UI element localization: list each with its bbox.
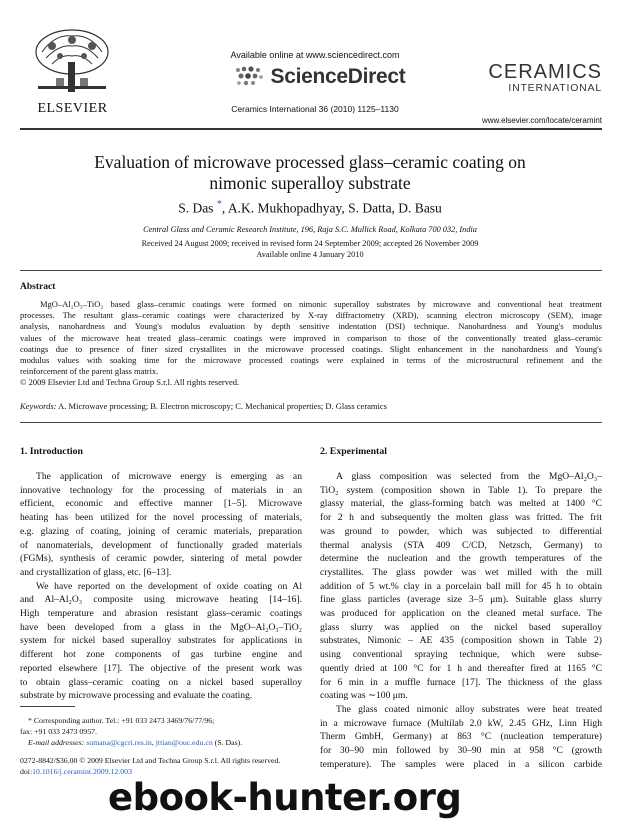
text-line: quently dried at 100 °C for 1 h and thereafter fired at 1165 °C (320, 662, 602, 674)
text-line: crystallites. The glass powder was wet milled with the mill (320, 566, 602, 578)
experimental-paragraph-2 (320, 703, 602, 772)
sciencedirect-logo (210, 62, 430, 92)
text-line: substrates, Nimonic – AE 435 (composition shown in Table 2) (320, 635, 602, 647)
text-line: MgO–Al₂O₃–TiO₂ based glass–ceramic coatings were formed on nimonic superalloy substrates by microwave and conventional heat treatment (40, 299, 602, 309)
text-line: modulus values with soaking time for the microwave processed coatings were explained in terms of the microstructural refinement and the (20, 355, 602, 366)
keywords (20, 401, 602, 411)
article-title (40, 152, 580, 194)
keywords-text: A. Microwave processing; B. Electron microscopy; C. Mechanical properties; D. Glass ceramics (56, 401, 387, 411)
text-line: addition of 5 wt.% clay in a porcelain ball mill for 45 h to obtain (320, 580, 602, 592)
available-online-date: Available online 4 January 2010 (256, 250, 364, 259)
doi-link[interactable]: 10.1016/j.ceramint.2009.12.003 (32, 766, 132, 776)
text-line: High temperature and abrasion resistant glass–ceramic coatings (20, 608, 302, 620)
text-line: processes. The resultant glass–ceramic coatings were characterized by X-ray diffractometry (XRD), scanning electron microscopy (SEM), image (20, 310, 602, 321)
journal-url[interactable]: www.elsevier.com/locate/ceramint (481, 116, 602, 125)
article-dates (40, 238, 580, 260)
text-line: was produced for application on the cleaned metal surface. The (320, 608, 602, 620)
author-list (40, 199, 580, 217)
text-line: for 6 min in a muffle furnace [17]. The thickness of the glass (320, 676, 602, 688)
text-line: temperature). The samples were placed in a silicon carbide (320, 758, 602, 770)
corresponding-author-link[interactable]: * (216, 199, 222, 210)
text-line: reinforcement of the parent glass matrix. (20, 366, 159, 377)
elsevier-tree-icon (30, 28, 114, 94)
title-line-1: Evaluation of microwave processed glass–ceramic coating on (94, 152, 526, 172)
email-label: E-mail addresses: (28, 738, 87, 747)
sciencedirect-wordmark: ScienceDirect (270, 65, 406, 88)
publisher-name: ELSEVIER (37, 101, 108, 116)
text-line: different hot zone components of gas turbine engine and (20, 649, 302, 661)
author-first: S. Das (178, 200, 217, 216)
text-line: The glass coated nimonic alloy substrates were heat treated (336, 703, 602, 715)
text-line: analysis, nanohardness and Young's modulus evaluation by depth sensitive indentation (DSI) technique. Nanohardness and Young's modulus (20, 321, 602, 332)
text-line: for 2 h and subsequently the molten glass was fritted. The frit (320, 512, 602, 524)
text-line: and Al–Al₂O₃ composite using microwave heating [14–16]. (20, 594, 302, 606)
footnote-fax: fax: +91 033 2473 0957. (20, 727, 97, 736)
abstract-bottom-divider (20, 422, 602, 423)
abstract-text (20, 299, 602, 377)
text-line: system for nickel based superalloy substrates for applications in (20, 635, 302, 647)
text-line: using conventional spraying technique, which were subse- (320, 649, 602, 661)
text-line: The application of microwave energy is emerging as an (36, 471, 302, 482)
text-line: glass slurry was applied on the nickel based superalloy (320, 621, 602, 633)
email-tail: (S. Das). (212, 738, 243, 747)
footnote-emails (20, 737, 302, 748)
text-line: have been developed from a glass in the MgO–Al₂O₃–TiO₂ (20, 621, 302, 633)
text-line: values of the microwave heat treated glass–ceramic coatings were improved in comparison to those of the conventionally treated glass–ceramic (20, 332, 602, 343)
sciencedirect-dots-icon (234, 66, 264, 88)
text-line: and crystallization of glass, etc. [6–13]. (20, 566, 172, 578)
text-line: (FGMs), synthesis of ceramic powder, sintering of metal powder (20, 553, 302, 565)
text-line: substrate by microwave processing and evaluate the coating. (20, 690, 253, 702)
doi-label: doi: (20, 766, 33, 776)
text-line: We have reported on the development of oxide coating on Al (36, 580, 302, 592)
text-line: was ground to powder, which was subjected to differential (320, 525, 602, 537)
text-line: to obtain glass–ceramic coating on a nickel based superalloy (20, 676, 302, 688)
email-link-2[interactable]: jttian@ouc.edu.cn (155, 738, 213, 747)
text-line: of nanomaterials, development of functionally graded materials (20, 539, 302, 551)
affiliation: Central Glass and Ceramic Research Institute, 196, Raja S.C. Mullick Road, Kolkata 700 032, India (143, 225, 477, 234)
available-online-text: Available online at www.sciencedirect.com (230, 50, 400, 60)
text-line: A glass composition was selected from the MgO–Al₂O₃– (336, 471, 602, 482)
text-line: TiO₂ system (composition shown in Table 1). To prepare the (320, 484, 602, 496)
journal-name-line2: INTERNATIONAL (508, 82, 602, 94)
author-rest: , A.K. Mukhopadhyay, S. Datta, D. Basu (221, 200, 442, 216)
text-line: coatings due to presence of finer sized crystallites in the microwave processed coatings. Slight enhancement in the nanohardness and Young's (20, 343, 602, 354)
introduction-body (20, 470, 302, 703)
journal-logo (472, 62, 602, 94)
text-line: fine glass particles (average size 3–5 μm). Suitable glass slurry (320, 594, 602, 606)
footnote (20, 715, 302, 748)
text-line: in a microwave furnace (Multilab 2.0 kW, 2.45 GHz, Linn High (320, 717, 602, 729)
email-separator: , (151, 738, 156, 747)
section-heading-experimental: 2. Experimental (320, 446, 387, 457)
text-line: efficient, economic and effective manner [1–5]. Microwave (20, 498, 302, 510)
elsevier-logo (20, 28, 125, 118)
section-heading-introduction: 1. Introduction (20, 446, 83, 457)
text-line: Therm GmbH, Germany) at 863 °C (nucleation temperature) (320, 731, 602, 743)
text-line: coating was ∼100 μm. (320, 690, 408, 702)
text-line: for 30–90 min followed by 30–90 min at 958 °C (growth (320, 745, 602, 757)
keywords-label: Keywords: (20, 401, 57, 411)
footnote-tel: * Corresponding author. Tel.: +91 033 2473 3469/76/77/96; (28, 716, 215, 725)
header-divider (20, 128, 602, 130)
footnote-divider (20, 706, 75, 707)
issn-doi (20, 756, 280, 777)
issn-line: 0272-8842/$36.00 © 2009 Elsevier Ltd and Techna Group S.r.l. All rights reserved. (20, 756, 281, 765)
journal-name-line1: CERAMICS (488, 61, 602, 83)
text-line: heating has been utilized for the novel processing of materials, (20, 512, 302, 524)
journal-citation: Ceramics International 36 (2010) 1125–1130 (231, 104, 399, 114)
experimental-paragraph-1 (320, 470, 602, 703)
text-line: innovative technology for the processing of materials in an (20, 484, 302, 496)
text-line: e.g. glazing of coating, joining of ceramic materials, preparation (20, 525, 302, 537)
experimental-body (320, 470, 602, 771)
title-line-2: nimonic superalloy substrate (209, 173, 411, 193)
text-line: glassy material, the glass-forming batch was melted at 1400 °C (320, 498, 602, 510)
text-line: thermal analysis (STA 409 C/CD, Netzsch, Germany) to (320, 539, 602, 551)
text-line: determine the nucleation and the growth temperatures of the (320, 553, 602, 565)
abstract-top-divider (20, 270, 602, 271)
abstract-body (20, 299, 602, 389)
email-link-1[interactable]: sumana@cgcri.res.in (86, 738, 152, 747)
abstract-copyright: © 2009 Elsevier Ltd and Techna Group S.r.l. All rights reserved. (20, 377, 240, 388)
abstract-heading: Abstract (20, 282, 56, 292)
received-dates: Received 24 August 2009; received in revised form 24 September 2009; accepted 26 November 2009 (141, 239, 479, 248)
intro-paragraph-1 (20, 470, 302, 580)
intro-paragraph-2 (20, 580, 302, 703)
text-line: reported elsewhere [17]. The objective of the present work was (20, 662, 302, 674)
watermark: ebook-hunter.org (108, 776, 462, 819)
